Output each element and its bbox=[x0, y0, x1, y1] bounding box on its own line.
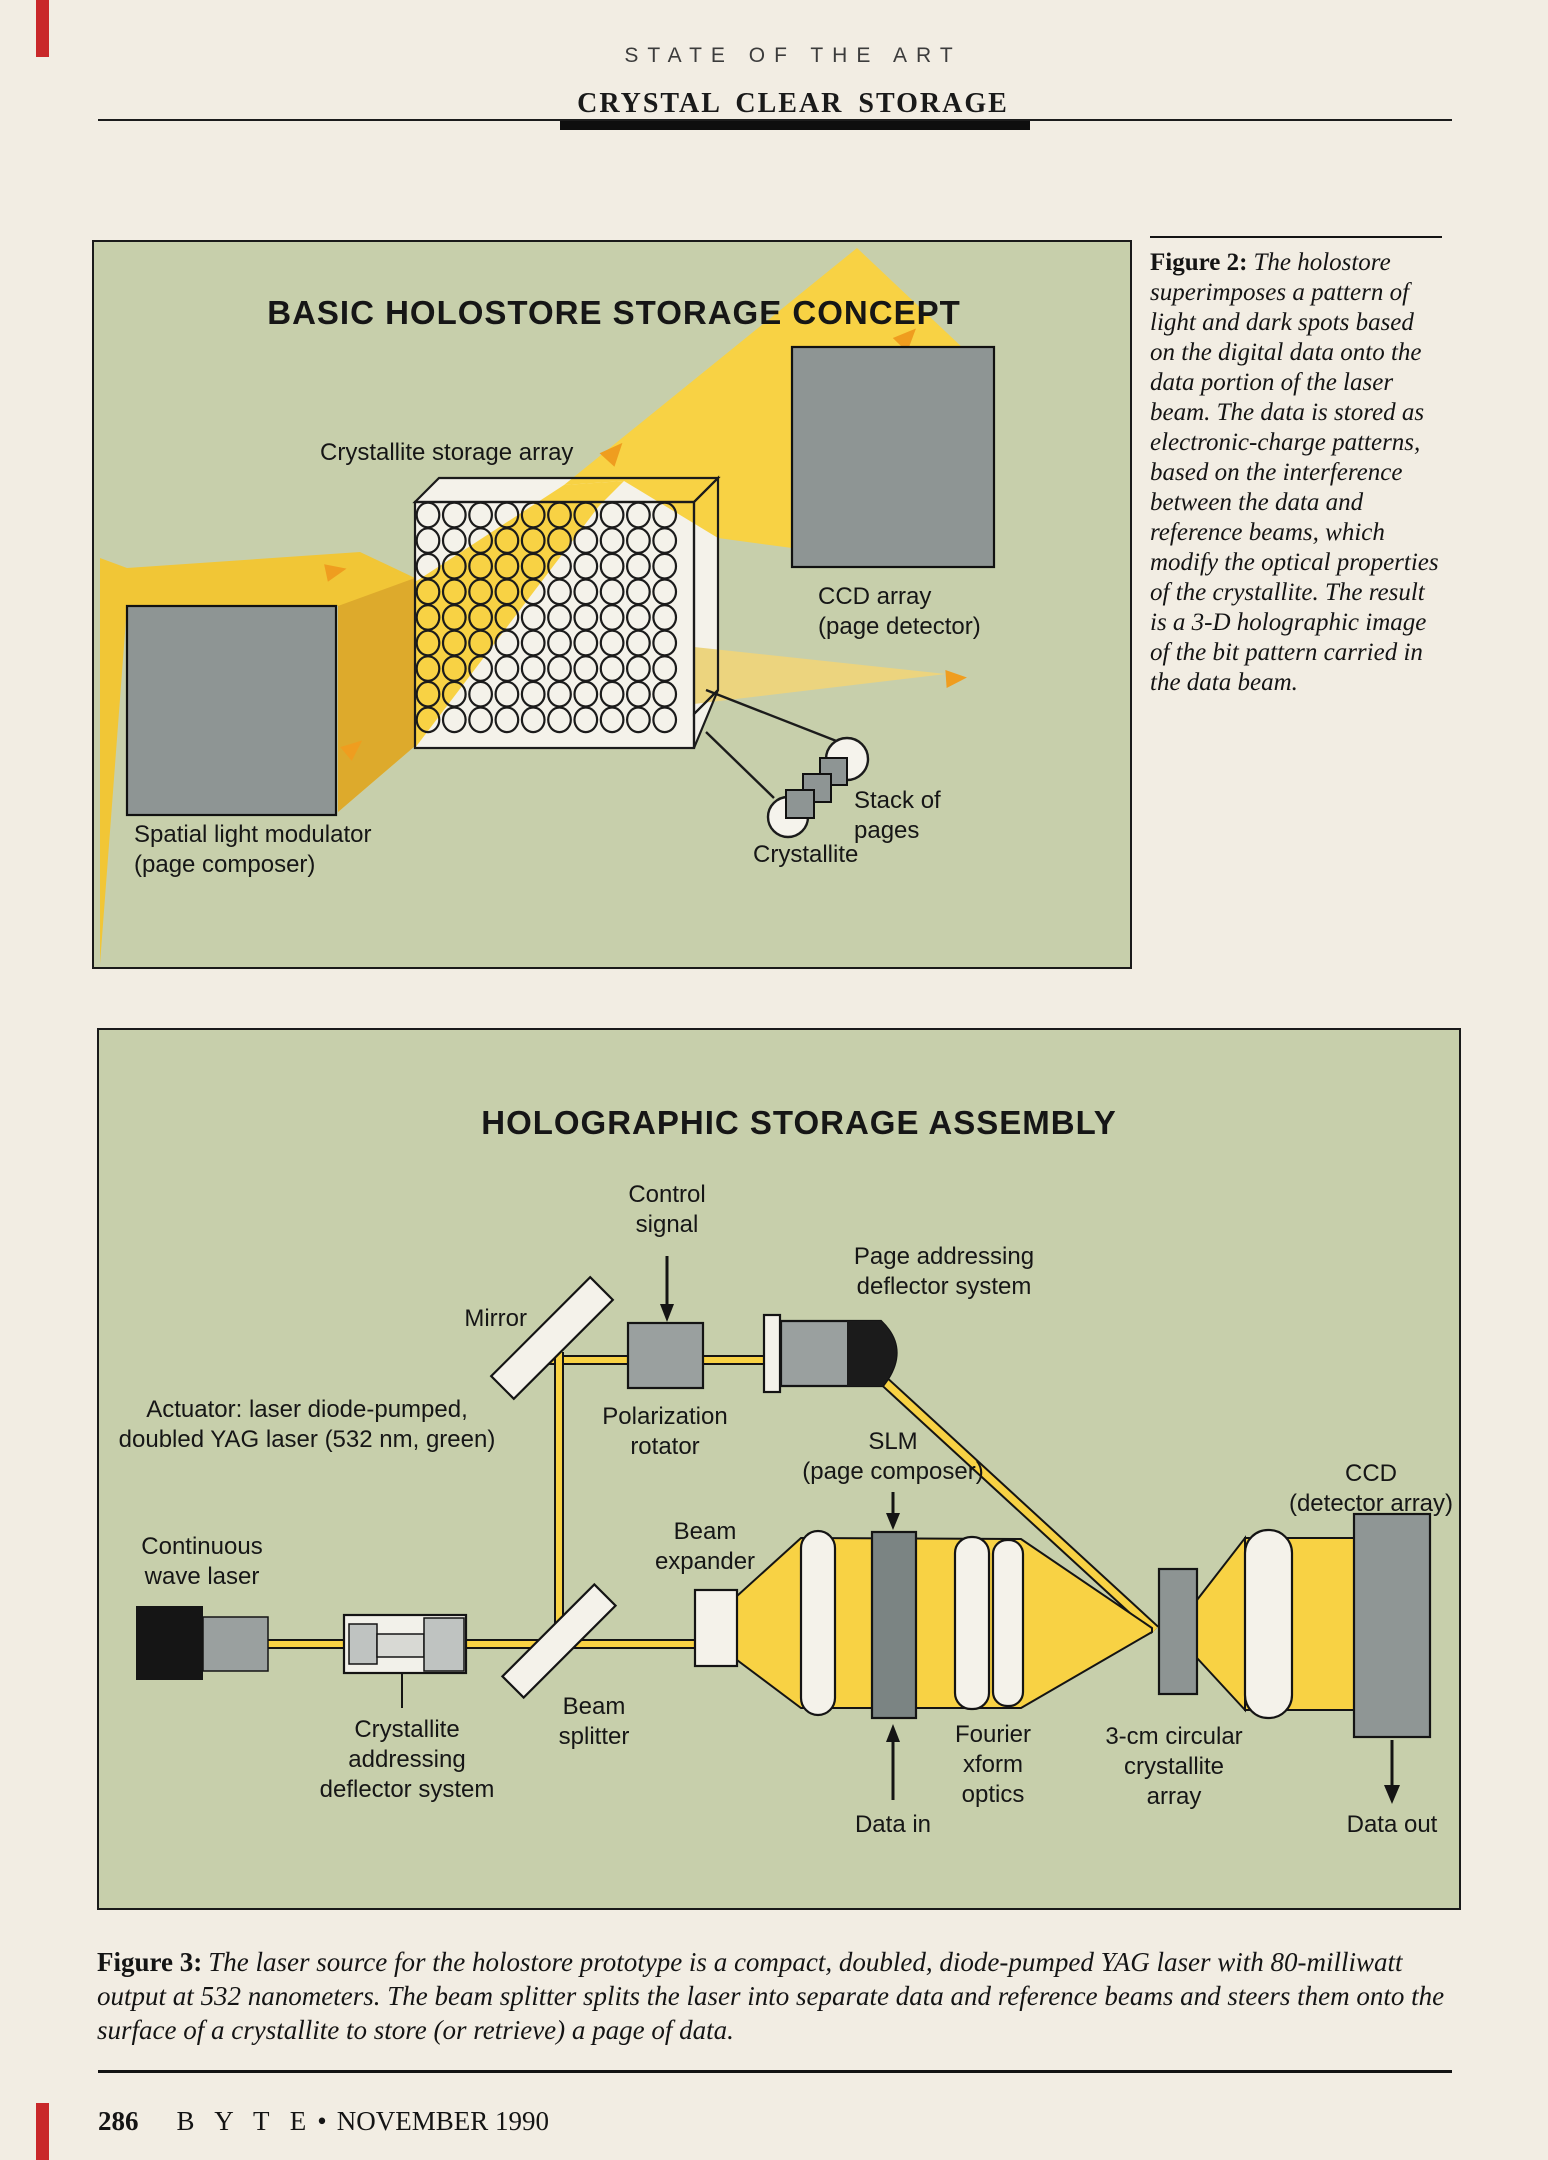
article-title: CRYSTAL CLEAR STORAGE bbox=[577, 88, 1009, 119]
polarization-label-2: rotator bbox=[630, 1433, 700, 1460]
fourier-lens bbox=[993, 1540, 1023, 1706]
page-edge-mark-bottom bbox=[36, 2103, 49, 2160]
figure3-caption bbox=[97, 1945, 1473, 2047]
data-out-label: Data out bbox=[1346, 1811, 1438, 1838]
fourier-label-1: Fourier bbox=[954, 1721, 1032, 1748]
section-eyebrow: STATE OF THE ART bbox=[624, 44, 962, 67]
deflector-blade bbox=[847, 1321, 897, 1386]
lens bbox=[1245, 1530, 1292, 1718]
footer bbox=[98, 2106, 549, 2137]
slm-label-1: Spatial light modulator bbox=[134, 821, 372, 848]
slm-label-2: (page composer) bbox=[802, 1458, 984, 1485]
slm-label-2: (page composer) bbox=[134, 851, 316, 878]
fourier-label-3: optics bbox=[961, 1781, 1025, 1808]
cw-laser-label-2: wave laser bbox=[144, 1563, 260, 1590]
page-square bbox=[786, 790, 814, 818]
magazine-name: B Y T E bbox=[176, 2106, 314, 2136]
figure2-caption bbox=[1150, 236, 1442, 698]
crys-addr-label-1: Crystallite bbox=[354, 1716, 460, 1743]
mirror-label: Mirror bbox=[464, 1305, 527, 1332]
mirror bbox=[491, 1277, 613, 1399]
crystallite-array-label-2: crystallite bbox=[1123, 1753, 1225, 1780]
fourier-lens bbox=[955, 1537, 989, 1709]
figure3-panel-title: HOLOGRAPHIC STORAGE ASSEMBLY bbox=[481, 1104, 1117, 1141]
figure3-caption-lead: Figure 3: bbox=[97, 1947, 203, 1977]
ccd-label-1: CCD array bbox=[818, 583, 932, 610]
figure3-diagram bbox=[97, 1028, 1461, 1910]
figure2-caption-lead: Figure 2: bbox=[1150, 249, 1248, 276]
crystallite-array-label-3: array bbox=[1146, 1783, 1202, 1810]
actuator-label-2: doubled YAG laser (532 nm, green) bbox=[118, 1426, 496, 1453]
crystallite-addressing-deflector bbox=[344, 1615, 466, 1708]
ccd-array bbox=[792, 347, 994, 567]
figure2-caption-body: The holostore superimposes a pattern of light and dark spots based on the digital data onto the data portion of the laser beam. The data is stored as electronic-charge patterns, based on the interference between the data and reference beams, which modify the optical properties of the crystallite. The result is a 3-D holographic image of the bit pattern carried in the data beam. bbox=[1150, 249, 1439, 696]
beam-expander-label-1: Beam bbox=[673, 1518, 737, 1545]
footer-separator: • bbox=[317, 2106, 327, 2136]
spatial-light-modulator bbox=[127, 606, 336, 815]
readout-beam bbox=[694, 647, 946, 704]
page-addressing-label-1: Page addressing bbox=[853, 1243, 1035, 1270]
lens bbox=[801, 1531, 835, 1715]
fourier-label-2: xform bbox=[963, 1751, 1023, 1778]
polarization-label-1: Polarization bbox=[602, 1403, 728, 1430]
polarization-rotator bbox=[628, 1323, 703, 1388]
ccd-detector bbox=[1354, 1514, 1430, 1737]
deflector-plate bbox=[764, 1315, 780, 1392]
storage-array-label: Crystallite storage array bbox=[320, 439, 574, 466]
crys-addr-label-2: addressing bbox=[348, 1746, 466, 1773]
figure2-diagram bbox=[92, 240, 1132, 969]
control-signal-label-1: Control bbox=[628, 1181, 706, 1208]
beam-expander-label-2: expander bbox=[654, 1548, 756, 1575]
ccd-label-2: (page detector) bbox=[818, 613, 981, 640]
reference-beam-overlap bbox=[338, 578, 415, 812]
crystallite-array-label-1: 3-cm circular bbox=[1105, 1723, 1243, 1750]
slm-page-composer bbox=[872, 1532, 916, 1718]
issue-date: NOVEMBER 1990 bbox=[336, 2106, 549, 2136]
figure2-panel-title: BASIC HOLOSTORE STORAGE CONCEPT bbox=[267, 294, 961, 331]
caption-rule bbox=[1150, 236, 1442, 238]
cw-laser-label-1: Continuous bbox=[141, 1533, 263, 1560]
ccd-label-2: (detector array) bbox=[1288, 1490, 1454, 1517]
page-edge-mark-top bbox=[36, 0, 49, 57]
crystallite-callout bbox=[706, 690, 868, 837]
slm-label-1: SLM bbox=[868, 1428, 918, 1455]
beam-splitter-label-2: splitter bbox=[558, 1723, 630, 1750]
footer-rule bbox=[98, 2070, 1452, 2073]
beam-expander bbox=[695, 1590, 737, 1666]
data-in-label: Data in bbox=[854, 1811, 932, 1838]
header-bar bbox=[560, 121, 1030, 130]
control-signal-label-2: signal bbox=[635, 1211, 699, 1238]
diverging-beam bbox=[1197, 1538, 1245, 1710]
stack-label-2: pages bbox=[854, 817, 920, 844]
crystallite-array-plate bbox=[1159, 1569, 1197, 1694]
ccd-label-1: CCD bbox=[1345, 1460, 1397, 1487]
beam-splitter-label-1: Beam bbox=[562, 1693, 626, 1720]
crys-addr-label-3: deflector system bbox=[319, 1776, 495, 1803]
page-number: 286 bbox=[98, 2106, 139, 2136]
cw-laser-body bbox=[136, 1606, 203, 1680]
figure3-caption-body: The laser source for the holostore prototype is a compact, doubled, diode-pumped YAG laser with 80-milliwatt output at 532 nanometers. The beam splitter splits the laser into separate data and reference beams and steers them onto the surface of a crystallite to store (or retrieve) a page of data. bbox=[97, 1947, 1445, 2045]
beam-arrowhead-icon bbox=[945, 669, 967, 688]
cw-laser-head bbox=[203, 1617, 268, 1671]
crystallite-label: Crystallite bbox=[753, 841, 859, 868]
stack-label-1: Stack of bbox=[854, 787, 941, 814]
page-addressing-label-2: deflector system bbox=[856, 1273, 1032, 1300]
actuator-label-1: Actuator: laser diode-pumped, bbox=[146, 1396, 468, 1423]
